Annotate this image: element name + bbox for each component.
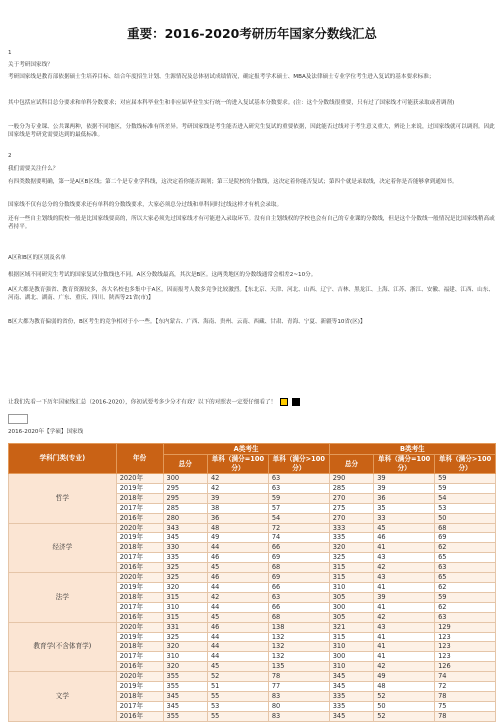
score-cell: 36 — [207, 513, 268, 523]
score-cell: 43 — [374, 622, 435, 632]
score-cell: 68 — [268, 563, 329, 573]
score-cell: 320 — [163, 662, 207, 672]
paragraph-four-types: 有四类数据要明确，第一是A区B区线；第二个是专业学科线，这决定着你能否调剂；第三是院校的分数线，这决定着你能否复试；第四个就是录取线，决定着你是否能够拿到通知书。 — [8, 179, 458, 185]
score-cell: 63 — [435, 563, 496, 573]
score-cell: 72 — [435, 682, 496, 692]
score-cell: 48 — [374, 682, 435, 692]
score-cell: 325 — [163, 563, 207, 573]
smile-emoji-icon — [280, 398, 288, 406]
header-b-single-gt100: 单科（满分>100分） — [435, 455, 496, 474]
score-cell: 66 — [268, 582, 329, 592]
year-cell: 2017年 — [116, 701, 163, 711]
score-cell: 345 — [163, 701, 207, 711]
score-cell: 275 — [329, 503, 373, 513]
year-cell: 2016年 — [116, 513, 163, 523]
subject-cell: 文学 — [9, 672, 117, 722]
score-cell: 68 — [435, 523, 496, 533]
score-cell: 320 — [329, 543, 373, 553]
score-cell: 335 — [163, 553, 207, 563]
header-a-total: 总分 — [163, 455, 207, 474]
paragraph-intro-table — [8, 398, 496, 407]
score-cell: 355 — [163, 672, 207, 682]
score-cell: 126 — [435, 662, 496, 672]
score-cell: 44 — [207, 543, 268, 553]
score-cell: 78 — [435, 691, 496, 701]
year-cell: 2020年 — [116, 622, 163, 632]
header-subject: 学科门类(专业) — [9, 444, 117, 474]
score-cell: 41 — [374, 582, 435, 592]
score-cell: 270 — [329, 493, 373, 503]
score-cell: 42 — [207, 592, 268, 602]
score-cell: 62 — [435, 582, 496, 592]
score-cell: 83 — [268, 711, 329, 721]
score-cell: 325 — [163, 573, 207, 583]
year-cell: 2017年 — [116, 602, 163, 612]
score-cell: 300 — [329, 652, 373, 662]
score-cell: 315 — [329, 573, 373, 583]
score-cell: 68 — [268, 612, 329, 622]
score-cell: 83 — [268, 691, 329, 701]
score-cell: 331 — [163, 622, 207, 632]
score-cell: 300 — [163, 474, 207, 484]
table-row — [9, 622, 496, 632]
score-cell: 335 — [329, 691, 373, 701]
page-title: 重要：2016-2020考研历年国家分数线汇总 — [127, 26, 377, 41]
paragraph-single-subject: 国家线不仅有总分的分数线要求还有单科的分数线要求，大家必须总分过线和单科同时过线这样才有机会录取。 — [8, 202, 283, 208]
score-cell: 39 — [374, 592, 435, 602]
score-cell: 41 — [374, 543, 435, 553]
header-year: 年份 — [116, 444, 163, 474]
score-cell: 320 — [163, 642, 207, 652]
year-cell: 2019年 — [116, 632, 163, 642]
year-cell: 2018年 — [116, 592, 163, 602]
score-cell: 39 — [374, 474, 435, 484]
score-cell: 63 — [268, 483, 329, 493]
score-cell: 129 — [435, 622, 496, 632]
score-cell: 49 — [374, 672, 435, 682]
year-cell: 2019年 — [116, 533, 163, 543]
heading-zones: A区和B区的区别及名单 — [8, 255, 67, 261]
score-cell: 42 — [374, 563, 435, 573]
year-cell: 2016年 — [116, 711, 163, 721]
score-cell: 66 — [268, 602, 329, 612]
table-caption: 2016-2020年【学硕】国家线 — [8, 429, 84, 435]
score-cell: 59 — [435, 483, 496, 493]
score-cell: 55 — [207, 691, 268, 701]
year-cell: 2017年 — [116, 652, 163, 662]
section-number-1: 1 — [8, 50, 12, 56]
score-cell: 36 — [374, 493, 435, 503]
score-cell: 53 — [435, 503, 496, 513]
subject-cell: 教育学(不含体育学) — [9, 622, 117, 672]
score-cell: 43 — [374, 553, 435, 563]
score-cell: 33 — [374, 513, 435, 523]
score-cell: 69 — [268, 573, 329, 583]
score-cell: 132 — [268, 632, 329, 642]
score-cell: 69 — [268, 553, 329, 563]
score-cell: 310 — [329, 642, 373, 652]
score-cell: 333 — [329, 523, 373, 533]
score-cell: 74 — [268, 533, 329, 543]
score-cell: 42 — [374, 662, 435, 672]
score-cell: 80 — [268, 701, 329, 711]
score-cell: 325 — [329, 553, 373, 563]
score-cell: 48 — [207, 523, 268, 533]
score-cell: 52 — [374, 711, 435, 721]
paragraph-zone-a: A区大都是教育强省、教育资源较多，各大名校也多集中于A区，因而报考人数多竞争比较激烈。【东北京、天津、河北、山西、辽宁、吉林、黑龙江、上海、江苏、浙江、安徽、福建、江西、山东、河南、湖北、湖南、广东、重庆、四川、陕西等21省(市)】 — [8, 287, 494, 302]
score-cell: 72 — [268, 523, 329, 533]
header-zone-b: B类考生 — [329, 444, 495, 455]
score-cell: 51 — [207, 682, 268, 692]
score-cell: 52 — [207, 672, 268, 682]
year-cell: 2019年 — [116, 483, 163, 493]
score-cell: 65 — [435, 553, 496, 563]
year-cell: 2020年 — [116, 573, 163, 583]
year-cell: 2018年 — [116, 691, 163, 701]
table-body — [9, 474, 496, 722]
score-cell: 310 — [163, 602, 207, 612]
score-cell: 335 — [329, 533, 373, 543]
paragraph-definition: 考研国家线是教育部依据硕士生培养目标、结合年度招生计划、生源情况及总体初试成绩情况，确定报考学术硕士、MBA及法律硕士专业学位考生进入复试的基本要求标准； — [8, 74, 435, 80]
score-cell: 285 — [163, 503, 207, 513]
score-cell: 77 — [268, 682, 329, 692]
score-cell: 59 — [268, 493, 329, 503]
image-placeholder-icon — [8, 414, 28, 424]
score-cell: 45 — [207, 662, 268, 672]
year-cell: 2020年 — [116, 523, 163, 533]
header-b-total: 总分 — [329, 455, 373, 474]
score-cell: 280 — [163, 513, 207, 523]
table-row — [9, 523, 496, 533]
section-number-2: 2 — [8, 153, 12, 159]
score-cell: 54 — [268, 513, 329, 523]
score-cell: 44 — [207, 632, 268, 642]
score-cell: 345 — [163, 533, 207, 543]
score-cell: 330 — [163, 543, 207, 553]
score-cell: 50 — [435, 513, 496, 523]
header-b-single-100: 单科（满分=100分） — [374, 455, 435, 474]
score-cell: 42 — [207, 474, 268, 484]
year-cell: 2018年 — [116, 493, 163, 503]
score-cell: 46 — [207, 553, 268, 563]
table-row — [9, 672, 496, 682]
emoji-icon — [292, 398, 300, 406]
score-cell: 305 — [329, 592, 373, 602]
year-cell: 2016年 — [116, 662, 163, 672]
score-cell: 74 — [435, 672, 496, 682]
score-cell: 345 — [329, 682, 373, 692]
score-cell: 46 — [374, 533, 435, 543]
header-a-single-gt100: 单科（满分>100分） — [268, 455, 329, 474]
score-cell: 35 — [374, 503, 435, 513]
score-cell: 132 — [268, 642, 329, 652]
score-cell: 63 — [268, 592, 329, 602]
score-cell: 345 — [329, 711, 373, 721]
score-cell: 52 — [374, 691, 435, 701]
score-cell: 310 — [329, 582, 373, 592]
score-cell: 46 — [207, 622, 268, 632]
score-cell: 315 — [163, 612, 207, 622]
paragraph-zone-b: B区大都为教育偏弱的省份，B区考生的竞争相对于小一些。【东内蒙古、广西、海南、贵州、云南、西藏、甘肃、青海、宁夏、新疆等10省(区)】 — [8, 319, 366, 325]
score-cell: 45 — [374, 523, 435, 533]
score-cell: 41 — [374, 642, 435, 652]
score-cell: 335 — [329, 701, 373, 711]
score-cell: 39 — [207, 493, 268, 503]
header-a-single-100: 单科（满分=100分） — [207, 455, 268, 474]
subject-cell: 经济学 — [9, 523, 117, 573]
year-cell: 2017年 — [116, 553, 163, 563]
score-cell: 41 — [374, 602, 435, 612]
score-cell: 305 — [329, 612, 373, 622]
score-cell: 310 — [163, 652, 207, 662]
subject-cell: 法学 — [9, 573, 117, 623]
score-cell: 132 — [268, 652, 329, 662]
year-cell: 2019年 — [116, 682, 163, 692]
score-cell: 49 — [207, 533, 268, 543]
score-cell: 75 — [435, 701, 496, 711]
score-cell: 41 — [374, 632, 435, 642]
score-cell: 46 — [207, 573, 268, 583]
score-cell: 38 — [207, 503, 268, 513]
score-cell: 69 — [435, 533, 496, 543]
score-cell: 135 — [268, 662, 329, 672]
score-table — [8, 443, 496, 722]
paragraph-general: 一般分为专业课、公共课两种，依据不同地区，分数线标准有所差异。考研国家线是考生能否进入研究生复试的重要依据，因此能否过线对于考生意义重大，辨论上来说，过国家线就可以调剂。因此国家线是考研党需要达到的最低标准。 — [8, 124, 495, 139]
score-cell: 63 — [268, 474, 329, 484]
subject-cell: 哲学 — [9, 474, 117, 524]
score-cell: 325 — [163, 632, 207, 642]
score-cell: 345 — [329, 672, 373, 682]
score-cell: 321 — [329, 622, 373, 632]
score-cell: 57 — [268, 503, 329, 513]
score-cell: 270 — [329, 513, 373, 523]
score-cell: 53 — [207, 701, 268, 711]
score-cell: 62 — [435, 543, 496, 553]
score-cell: 54 — [435, 493, 496, 503]
year-cell: 2016年 — [116, 563, 163, 573]
score-cell: 44 — [207, 642, 268, 652]
header-zone-a: A类考生 — [163, 444, 329, 455]
year-cell: 2016年 — [116, 612, 163, 622]
score-cell: 310 — [329, 662, 373, 672]
table-row — [9, 573, 496, 583]
score-cell: 59 — [435, 474, 496, 484]
score-cell: 78 — [268, 672, 329, 682]
score-cell: 45 — [207, 612, 268, 622]
score-cell: 345 — [163, 691, 207, 701]
paragraph-self-line: 还有一些自主划线的院校一般是比国家线要高的，所以大家必须先过国家线才有可能进入录取环节。没有自主划线权的学校也会有自己的专业课的分数线，但是这个分数线一般情况是比国家线稍高或者持平。 — [8, 216, 495, 231]
score-cell: 42 — [207, 483, 268, 493]
score-cell: 41 — [374, 652, 435, 662]
year-cell: 2017年 — [116, 503, 163, 513]
year-cell: 2020年 — [116, 672, 163, 682]
score-cell: 50 — [374, 701, 435, 711]
year-cell: 2018年 — [116, 543, 163, 553]
score-cell: 138 — [268, 622, 329, 632]
score-cell: 43 — [374, 573, 435, 583]
score-cell: 44 — [207, 652, 268, 662]
score-cell: 123 — [435, 642, 496, 652]
score-cell: 63 — [435, 612, 496, 622]
score-cell: 123 — [435, 632, 496, 642]
score-cell: 315 — [163, 592, 207, 602]
score-cell: 315 — [329, 632, 373, 642]
heading-what-to-watch: 我们需要关注什么？ — [8, 166, 59, 172]
score-cell: 355 — [163, 711, 207, 721]
intro-text: 让我们先看一下历年国家线汇总（2016-2020），你初试要考多少分才有戏？以下的对照表一定要仔细看了！ — [8, 399, 277, 406]
score-cell: 355 — [163, 682, 207, 692]
paragraph-includes: 其中包括应试科目总分要求和单科分数要求；对应届本科毕业生和非应届毕业生实行统一的进入复试基本分数要求。(注：这个分数线很重要，只有过了国家线才可能获录取或者调剂) — [8, 100, 455, 106]
score-cell: 39 — [374, 483, 435, 493]
year-cell: 2018年 — [116, 642, 163, 652]
score-cell: 78 — [435, 711, 496, 721]
score-cell: 295 — [163, 493, 207, 503]
score-cell: 290 — [329, 474, 373, 484]
score-cell: 300 — [329, 602, 373, 612]
score-cell: 123 — [435, 652, 496, 662]
score-cell: 59 — [435, 592, 496, 602]
score-cell: 315 — [329, 563, 373, 573]
score-cell: 44 — [207, 582, 268, 592]
score-cell: 343 — [163, 523, 207, 533]
score-cell: 65 — [435, 573, 496, 583]
heading-what-is-line: 关于考研国家线？ — [8, 62, 53, 68]
score-cell: 62 — [435, 602, 496, 612]
year-cell: 2020年 — [116, 474, 163, 484]
score-cell: 320 — [163, 582, 207, 592]
score-cell: 42 — [374, 612, 435, 622]
score-cell: 45 — [207, 563, 268, 573]
score-cell: 295 — [163, 483, 207, 493]
table-row — [9, 474, 496, 484]
score-cell: 44 — [207, 602, 268, 612]
score-cell: 285 — [329, 483, 373, 493]
year-cell: 2019年 — [116, 582, 163, 592]
paragraph-zone-diff: 根据区域不同研究生考试的国家复试分数线也不同。A区分数线最高，其次是B区。这两类地区的分数线通常会相差2~10分。 — [8, 272, 317, 278]
score-cell: 66 — [268, 543, 329, 553]
score-cell: 55 — [207, 711, 268, 721]
